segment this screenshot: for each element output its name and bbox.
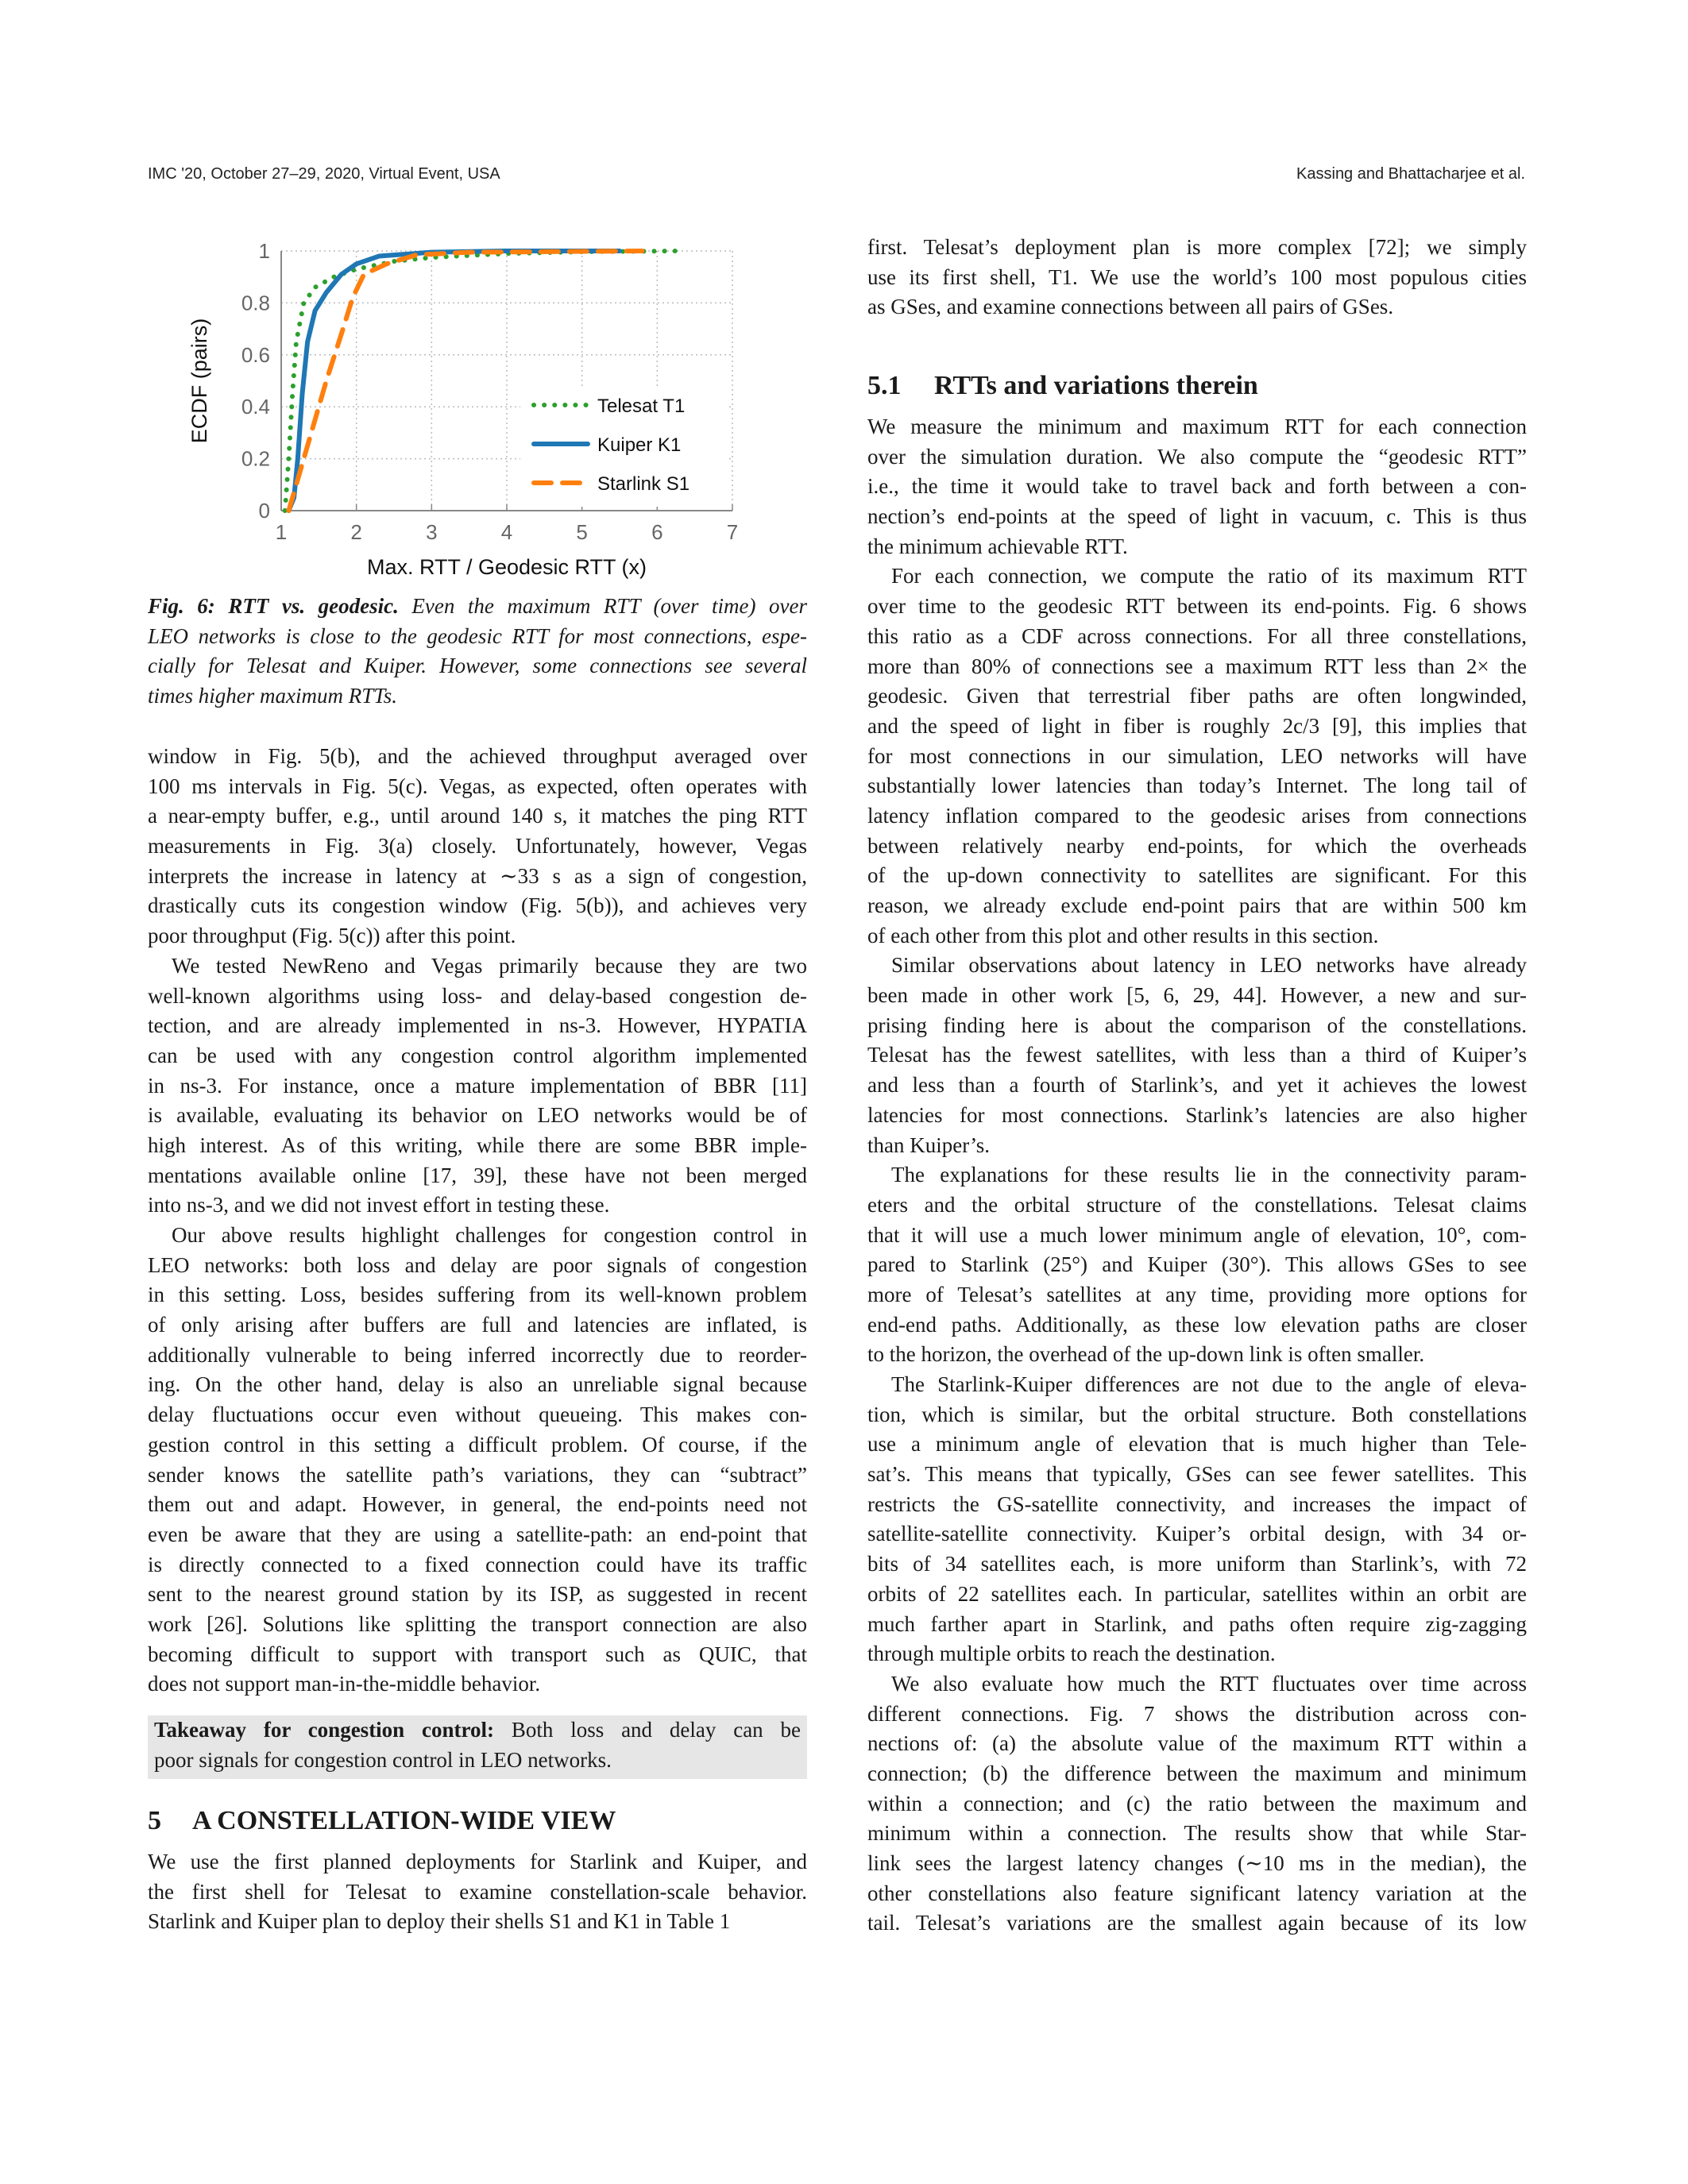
text-line: For each connection, we compute the ratio of its maximum RTT (891, 564, 1527, 588)
x-axis-label: Max. RTT / Geodesic RTT (x) (366, 555, 647, 579)
text-line: i.e., the time it would take to travel back and forth between a con- (867, 474, 1527, 499)
text-line: them out and adapt. However, in general, the end-points need not (148, 1492, 807, 1517)
takeaway-text: poor signals for congestion control in LEO networks. (154, 1747, 612, 1772)
text-line: between relatively nearby end-points, for which the overheads (867, 833, 1527, 858)
right-top-text (867, 233, 1527, 322)
text-line: becoming difficult to support with transport such as QUIC, that (148, 1642, 807, 1666)
text-line: high interest. As of this writing, while there are some BBR imple- (148, 1133, 807, 1157)
text-line: work [26]. Solutions like splitting the transport connection are also (148, 1611, 807, 1636)
x-tick-label: 2 (350, 520, 362, 544)
text-line: prising finding here is about the comparison of the constellations. (867, 1013, 1527, 1037)
text-line: different connections. Fig. 7 shows the distribution across con- (867, 1701, 1527, 1726)
text-line: We tested NewReno and Vegas primarily because they are two (172, 953, 807, 978)
text-line: nection’s end-points at the speed of light in vacuum, c. This is thus (867, 504, 1527, 529)
section-number: 5.1 (867, 371, 902, 400)
text-line: and the speed of light in fiber is roughly 2c/3 [9], this implies that (867, 713, 1527, 738)
text-line: tail. Telesat’s variations are the smallest again because of its low (867, 1911, 1527, 1935)
text-line: delay fluctuations occur even without queueing. This makes con- (148, 1403, 807, 1427)
text-line: interprets the increase in latency at ∼33 s as a sign of congestion, (148, 863, 807, 888)
text-line: gestion control in this setting a difficult problem. Of course, if the (148, 1432, 807, 1457)
text-line: We use the first planned deployments for Starlink and Kuiper, and (148, 1850, 807, 1873)
text-line: does not support man-in-the-middle behavior. (148, 1672, 541, 1696)
text-line: sender knows the satellite path’s variations, they can “subtract” (148, 1462, 807, 1487)
ecdf-chart (0, 0, 834, 588)
text-line: pared to Starlink (25°) and Kuiper (30°). This allows GSes to see (867, 1252, 1527, 1277)
text-line: orbits of 22 satellites each. In particular, satellites within an orbit are (867, 1581, 1527, 1606)
text-line: minimum within a connection. The results show that while Star- (867, 1821, 1527, 1846)
caption-line: Even the maximum RTT (over time) over (398, 594, 807, 618)
x-tick-label: 5 (576, 520, 588, 544)
section-heading-5 (148, 1806, 616, 1836)
text-line: to the horizon, the overhead of the up-down link is often smaller. (867, 1342, 1425, 1367)
section-heading-5-1 (867, 371, 1258, 401)
text-line: that it will use a much lower minimum angle of elevation, 10°, com- (867, 1222, 1527, 1247)
text-line: well-known algorithms using loss- and delay-based congestion de- (148, 983, 807, 1008)
text-line: nections of: (a) the absolute value of the maximum RTT within a (867, 1731, 1527, 1756)
y-axis-label: ECDF (pairs) (187, 318, 211, 444)
text-line: poor throughput (Fig. 5(c)) after this point. (148, 924, 516, 948)
left-column-text (148, 742, 807, 1700)
text-line: tection, and are already implemented in ns-3. However, HYPATIA (148, 1013, 807, 1038)
text-line: sat’s. This means that typically, GSes can see fewer satellites. This (867, 1462, 1527, 1487)
text-line: sent to the nearest ground station by its ISP, as suggested in recent (148, 1582, 807, 1607)
text-line: additionally vulnerable to being inferred incorrectly due to reorder- (148, 1342, 807, 1367)
section-title: A CONSTELLATION-WIDE VIEW (192, 1806, 616, 1835)
y-tick-label: 1 (258, 239, 270, 263)
left-bottom-text (148, 1847, 807, 1937)
text-line: the first shell for Telesat to examine constellation-scale behavior. (148, 1879, 807, 1904)
text-line: Our above results highlight challenges for congestion control in (172, 1223, 807, 1247)
text-line: more than 80% of connections see a maximum RTT less than 2× the (867, 654, 1527, 678)
text-line: even be aware that they are using a satellite-path: an end-point that (148, 1522, 807, 1546)
text-line: of the up-down connectivity to satellites are significant. For this (867, 863, 1527, 888)
text-line: LEO networks: both loss and delay are poor signals of congestion (148, 1252, 807, 1277)
text-line: latency inflation compared to the geodesic arises from connections (867, 803, 1527, 828)
text-line: can be used with any congestion control algorithm implemented (148, 1043, 807, 1067)
text-line: of only arising after buffers are full and latencies are inflated, is (148, 1313, 807, 1337)
text-line: Similar observations about latency in LEO networks have already (891, 953, 1527, 978)
section-number: 5 (148, 1806, 161, 1835)
takeaway-box (148, 1715, 807, 1779)
text-line: much farther apart in Starlink, and paths often require zig-zagging (867, 1611, 1527, 1636)
y-tick-label: 0 (258, 499, 270, 523)
text-line: a near-empty buffer, e.g., until around 140 s, it matches the ping RTT (148, 804, 807, 828)
takeaway-label: Takeaway for congestion control: (154, 1718, 495, 1742)
legend-label: Starlink S1 (597, 473, 690, 495)
text-line: as GSes, and examine connections between all pairs of GSes. (867, 295, 1394, 319)
text-line: The explanations for these results lie in the connectivity param- (891, 1163, 1527, 1187)
text-line: latencies for most connections. Starlink’s latencies are also higher (867, 1102, 1527, 1127)
text-line: tion, which is similar, but the orbital structure. Both constellations (867, 1402, 1527, 1426)
y-tick-label: 0.8 (241, 291, 270, 315)
x-tick-label: 4 (500, 520, 513, 544)
text-line: Starlink and Kuiper plan to deploy their shells S1 and K1 in Table 1 (148, 1909, 731, 1934)
text-line: We also evaluate how much the RTT fluctuates over time across (891, 1671, 1527, 1696)
legend-label: Telesat T1 (597, 396, 686, 417)
text-line: Telesat has the fewest satellites, with less than a third of Kuiper’s (867, 1043, 1527, 1067)
y-tick-label: 0.2 (241, 446, 270, 471)
text-line: within a connection; and (c) the ratio between the maximum and (867, 1791, 1527, 1815)
text-line: 100 ms intervals in Fig. 5(c). Vegas, as expected, often operates with (148, 774, 807, 798)
right-column-text (867, 412, 1527, 1939)
text-line: link sees the largest latency changes (∼10 ms in the median), the (867, 1851, 1527, 1875)
text-line: over the simulation duration. We also compute the “geodesic RTT” (867, 444, 1527, 469)
text-line: for most connections in our simulation, LEO networks will have (867, 743, 1527, 768)
text-line: eters and the orbital structure of the constellations. Telesat claims (867, 1192, 1527, 1217)
text-line: in this setting. Loss, besides suffering from its well-known problem (148, 1283, 807, 1307)
caption-line: times higher maximum RTTs. (148, 684, 398, 708)
section-title: RTTs and variations therein (934, 371, 1258, 400)
text-line: ing. On the other hand, delay is also an unreliable signal because (148, 1372, 807, 1397)
text-line: other constellations also feature significant latency variation at the (867, 1881, 1527, 1905)
text-line: reason, we already exclude end-point pairs that are within 500 km (867, 893, 1527, 917)
text-line: geodesic. Given that terrestrial fiber paths are often longwinded, (867, 684, 1527, 708)
y-tick-label: 0.4 (241, 395, 270, 419)
takeaway-text: Both loss and delay can be (494, 1718, 802, 1742)
text-line: restricts the GS-satellite connectivity, and increases the impact of (867, 1491, 1527, 1516)
text-line: than Kuiper’s. (867, 1133, 990, 1157)
caption-label: Fig. 6: RTT vs. geodesic. (148, 594, 399, 618)
text-line: into ns-3, and we did not invest effort in testing these. (148, 1193, 610, 1217)
text-line: use a minimum angle of elevation that is much higher than Tele- (867, 1432, 1527, 1457)
text-line: of each other from this plot and other results in this section. (867, 923, 1379, 947)
text-line: measurements in Fig. 3(a) closely. Unfortunately, however, Vegas (148, 834, 807, 859)
figure-caption (148, 592, 807, 712)
running-header-left: IMC '20, October 27–29, 2020, Virtual Event, USA (148, 165, 500, 183)
text-line: end-end paths. Additionally, as these low elevation paths are closer (867, 1312, 1527, 1337)
caption-line: LEO networks is close to the geodesic RTT for most connections, espe- (148, 623, 807, 648)
text-line: window in Fig. 5(b), and the achieved throughput averaged over (148, 744, 807, 768)
text-line: bits of 34 satellites each, is more uniform than Starlink’s, with 72 (867, 1552, 1527, 1576)
text-line: satellite-satellite connectivity. Kuiper’s orbital design, with 34 or- (867, 1522, 1527, 1546)
text-line: We measure the minimum and maximum RTT for each connection (867, 415, 1527, 438)
x-tick-label: 1 (275, 520, 288, 544)
text-line: is directly connected to a fixed connection could have its traffic (148, 1552, 807, 1576)
x-tick-label: 3 (426, 520, 438, 544)
text-line: drastically cuts its congestion window (Fig. 5(b)), and achieves very (148, 893, 807, 918)
text-line: in ns-3. For instance, once a mature implementation of BBR [11] (148, 1073, 807, 1098)
x-tick-label: 6 (651, 520, 663, 544)
text-line: The Starlink-Kuiper differences are not due to the angle of eleva- (891, 1372, 1527, 1396)
x-tick-label: 7 (726, 520, 739, 544)
text-line: been made in other work [5, 6, 29, 44]. However, a new and sur- (867, 983, 1527, 1008)
text-line: use its first shell, T1. We use the world’s 100 most populous cities (867, 264, 1527, 289)
text-line: mentations available online [17, 39], these have not been merged (148, 1163, 807, 1187)
text-line: the minimum achievable RTT. (867, 534, 1128, 558)
text-line: connection; (b) the difference between the maximum and minimum (867, 1761, 1527, 1785)
text-line: and less than a fourth of Starlink’s, and yet it achieves the lowest (867, 1073, 1527, 1098)
y-tick-label: 0.6 (241, 342, 270, 367)
text-line: substantially lower latencies than today’s Internet. The long tail of (867, 774, 1527, 798)
text-line: through multiple orbits to reach the destination. (867, 1642, 1276, 1666)
text-line: is available, evaluating its behavior on LEO networks would be of (148, 1103, 807, 1128)
caption-line: cially for Telesat and Kuiper. However, some connections see several (148, 654, 807, 678)
legend-label: Kuiper K1 (597, 434, 682, 456)
text-line: over time to the geodesic RTT between its end-points. Fig. 6 shows (867, 594, 1527, 619)
text-line: first. Telesat’s deployment plan is more complex [72]; we simply (867, 235, 1527, 259)
text-line: more of Telesat’s satellites at any time, providing more options for (867, 1282, 1527, 1306)
text-line: this ratio as a CDF across connections. For all three constellations, (867, 623, 1527, 648)
running-header-right: Kassing and Bhattacharjee et al. (1296, 165, 1525, 183)
